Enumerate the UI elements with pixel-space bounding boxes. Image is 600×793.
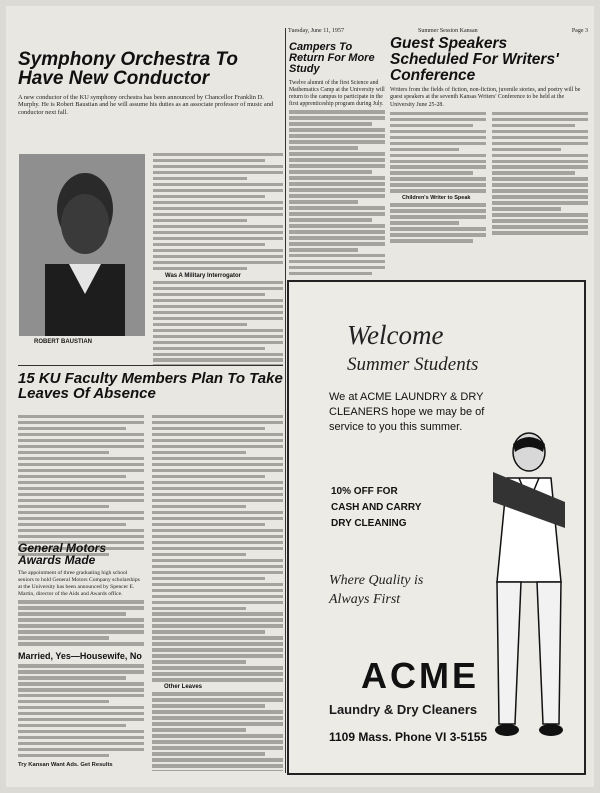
header-paper: Summer Session Kansan	[418, 28, 478, 34]
column-rule	[285, 28, 286, 773]
ad-quality: Where Quality is Always First	[329, 573, 424, 607]
symphony-col-2	[153, 153, 283, 365]
newspaper-page	[6, 6, 594, 787]
faculty-headline: 15 KU Faculty Members Plan To Take Leaves Of Absence	[18, 371, 283, 403]
symphony-article	[18, 50, 283, 365]
faculty-col-2	[152, 415, 283, 771]
guest-headline: Guest Speakers Scheduled For Writers' Conference	[390, 36, 559, 84]
want-ads-line: Try Kansan Want Ads. Get Results	[18, 762, 113, 769]
ad-offer-2: CASH AND CARRY	[331, 502, 422, 513]
symphony-headline: Symphony Orchestra To Have New Conductor	[18, 50, 238, 90]
ad-welcome: Welcome	[347, 320, 444, 350]
married-headline: Married, Yes—Housewife, No	[18, 652, 142, 661]
married-article	[18, 652, 144, 772]
ad-illustration	[485, 432, 575, 762]
ad-offer-3: DRY CLEANING	[331, 518, 407, 529]
symphony-lead: A new conductor of the KU symphony orchestra has been announced by Chancellor Franklin D. Murphy. He is Robert Baustian and he will assume his duties as an associate professor of music and conductor next fall.	[18, 93, 274, 117]
ad-offer-1: 10% OFF FOR	[331, 486, 398, 497]
acme-advertisement	[287, 280, 586, 775]
header-page: Page 3	[571, 28, 588, 34]
campers-article	[289, 42, 385, 278]
gm-article	[18, 542, 144, 652]
campers-lead: Twelve alumni of the first Science and Mathematics Camp at the University will return to the campus to participate in the first apprenticeship program during July.	[289, 79, 385, 107]
header-date: Tuesday, June 11, 1957	[288, 28, 345, 34]
guest-lead: Writers from the fields of fiction, non-fiction, juvenile stories, and poetry will be guest speakers at the seventh Kansas Writers' Conference to be held at the University June 25-28.	[390, 87, 581, 108]
gm-headline: General Motors Awards Made	[18, 542, 107, 568]
ad-brand-sub: Laundry & Dry Cleaners	[329, 702, 478, 717]
faculty-subhead: Other Leaves	[164, 684, 203, 691]
horizontal-rule	[18, 365, 283, 366]
gm-lead: The appointment of three graduating high school seniors to hold General Motors Company scholarships at the University has been announced by Spencer E. Martin, director of the Aids and Awards office.	[18, 570, 140, 597]
guest-article	[390, 36, 588, 276]
photo-caption: ROBERT BAUSTIAN	[34, 339, 92, 345]
ad-brand: ACME	[361, 655, 479, 696]
guest-subhead: Children's Writer to Speak	[402, 195, 471, 202]
campers-headline: Campers To Return For More Study	[289, 42, 375, 76]
ad-summer-students: Summer Students	[347, 354, 479, 375]
portrait-image	[19, 154, 145, 336]
ad-body: We at ACME LAUNDRY & DRY CLEANERS hope we may be of service to you this summer.	[329, 391, 485, 433]
conductor-photo	[19, 154, 145, 336]
ad-address: 1109 Mass. Phone VI 3-5155	[329, 730, 488, 744]
faculty-col-1	[18, 415, 144, 559]
symphony-subhead: Was A Military Interrogator	[165, 272, 242, 279]
